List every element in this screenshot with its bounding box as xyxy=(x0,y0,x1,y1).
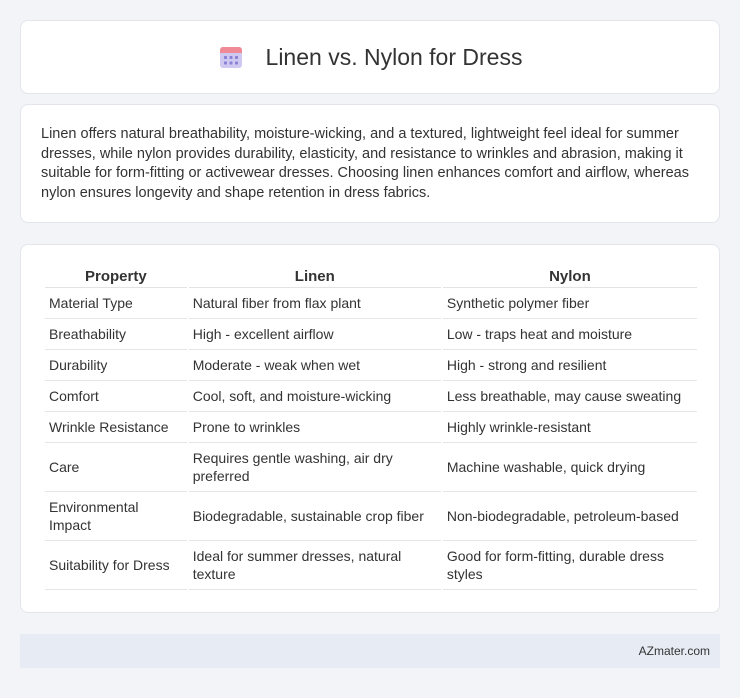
table-row xyxy=(45,319,697,350)
cell-nylon: Non-biodegradable, petroleum-based xyxy=(443,492,697,541)
cell-nylon: Less breathable, may cause sweating xyxy=(443,381,697,412)
table-row xyxy=(45,541,697,590)
title-text: Linen vs. Nylon for Dress xyxy=(265,43,523,70)
cell-property: Material Type xyxy=(45,288,187,319)
cell-linen: Prone to wrinkles xyxy=(189,412,441,443)
cell-property: Durability xyxy=(45,350,187,381)
header-property: Property xyxy=(45,265,187,288)
table-row xyxy=(45,492,697,541)
calendar-icon xyxy=(218,44,244,70)
table-row xyxy=(45,412,697,443)
table-row xyxy=(45,350,697,381)
cell-property: Care xyxy=(45,443,187,492)
cell-nylon: Highly wrinkle-resistant xyxy=(443,412,697,443)
table-row xyxy=(45,288,697,319)
cell-linen: Cool, soft, and moisture-wicking xyxy=(189,381,441,412)
header-linen: Linen xyxy=(189,265,441,288)
cell-nylon: Machine washable, quick drying xyxy=(443,443,697,492)
footer-site-link[interactable]: AZmater.com xyxy=(638,644,710,658)
header-nylon: Nylon xyxy=(443,265,697,288)
cell-linen: Biodegradable, sustainable crop fiber xyxy=(189,492,441,541)
comparison-table xyxy=(43,265,699,590)
cell-nylon: Good for form-fitting, durable dress styles xyxy=(443,541,697,590)
description-text: Linen offers natural breathability, moisture-wicking, and a textured, lightweight feel ideal for summer dresses, while nylon provides durability, elasticity, and resistance to wrinkles and abrasion, making it suitable for form-fitting or activewear dresses. Choosing linen enhances comfort and airflow, whereas nylon ensures longevity and shape retention in dress fabrics. xyxy=(41,126,689,201)
cell-nylon: Synthetic polymer fiber xyxy=(443,288,697,319)
cell-property: Suitability for Dress xyxy=(45,541,187,590)
cell-property: Environmental Impact xyxy=(45,492,187,541)
cell-linen: Requires gentle washing, air dry preferred xyxy=(189,443,441,492)
description-card xyxy=(20,104,720,223)
table-row xyxy=(45,443,697,492)
cell-property: Breathability xyxy=(45,319,187,350)
cell-linen: Ideal for summer dresses, natural texture xyxy=(189,541,441,590)
cell-nylon: High - strong and resilient xyxy=(443,350,697,381)
table-row xyxy=(45,381,697,412)
title-card xyxy=(20,20,720,94)
footer xyxy=(20,634,720,668)
cell-linen: Moderate - weak when wet xyxy=(189,350,441,381)
cell-nylon: Low - traps heat and moisture xyxy=(443,319,697,350)
cell-property: Comfort xyxy=(45,381,187,412)
cell-property: Wrinkle Resistance xyxy=(45,412,187,443)
cell-linen: Natural fiber from flax plant xyxy=(189,288,441,319)
page-title xyxy=(218,44,523,71)
comparison-card xyxy=(20,244,720,613)
table-header-row xyxy=(45,265,697,288)
cell-linen: High - excellent airflow xyxy=(189,319,441,350)
